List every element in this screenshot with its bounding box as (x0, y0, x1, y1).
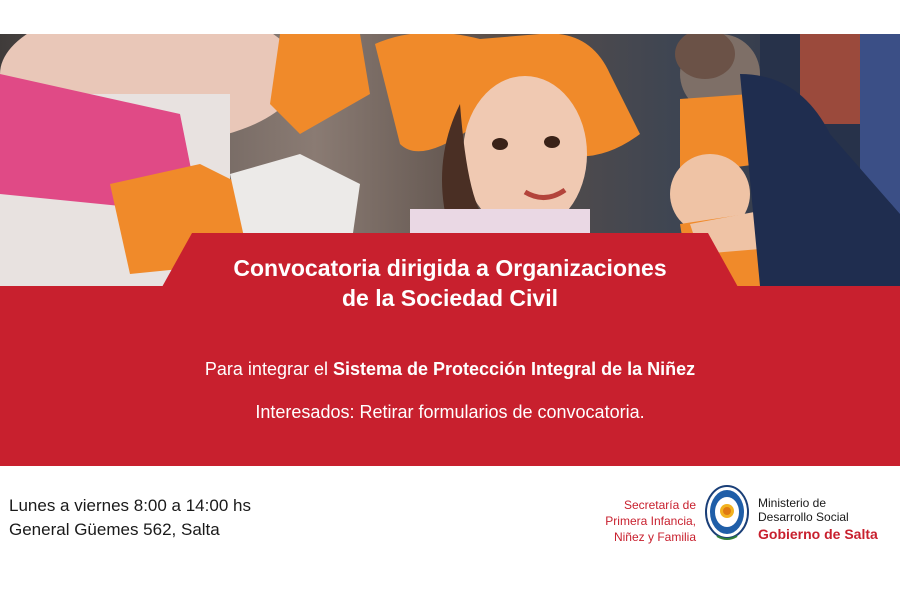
purpose-prefix: Para integrar el (204, 359, 333, 379)
headline-line-2: de la Sociedad Civil (341, 285, 559, 311)
headline (0, 253, 900, 313)
ministry-line-1: Ministerio de (758, 496, 827, 510)
government-name: Gobierno de Salta (758, 526, 878, 542)
secretariat-line-2: Primera Infancia, (605, 514, 696, 528)
address-text: General Güemes 562, Salta (9, 520, 220, 539)
purpose-text (0, 358, 900, 380)
schedule-text: Lunes a viernes 8:00 a 14:00 hs (9, 496, 251, 515)
interested-text: Interesados: Retirar formularios de convocatoria. (255, 402, 645, 422)
secretariat-name (560, 497, 696, 545)
ministry-line-2: Desarrollo Social (758, 510, 849, 524)
ministry-name (758, 496, 849, 524)
secretariat-line-3: Niñez y Familia (613, 530, 696, 544)
schedule-block (9, 494, 251, 542)
secretariat-line-1: Secretaría de (623, 498, 696, 512)
salta-province-seal-icon (704, 484, 750, 544)
headline-line-1: Convocatoria dirigida a Organizaciones (233, 255, 667, 281)
purpose-system-name: Sistema de Protección Integral de la Niñez (332, 359, 696, 379)
